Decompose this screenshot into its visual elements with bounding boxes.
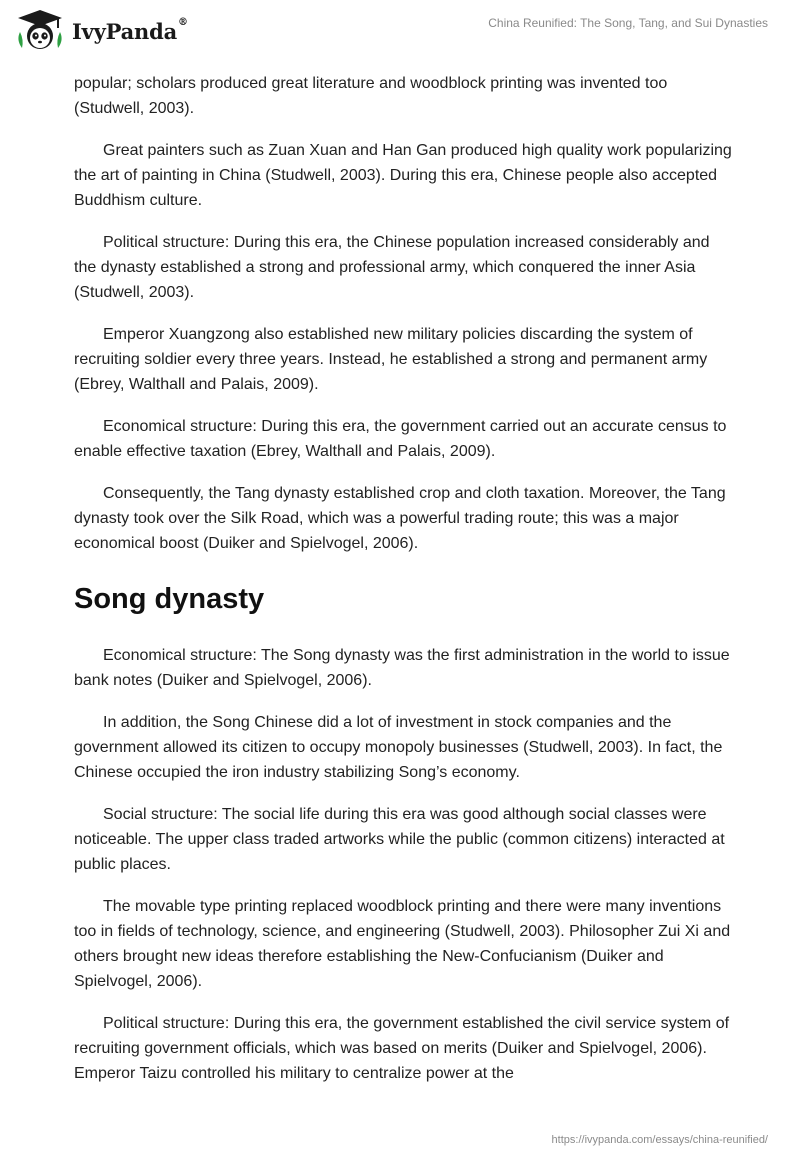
paragraph: popular; scholars produced great literature and woodblock printing was invented too (Studwell, 2003). [74,75,668,117]
paragraph: Emperor Xuangzong also established new military policies discarding the system of recruiting soldier every three years. Instead, he established a strong and permanent army (Ebrey, Walthall and Palais, 2009). [74,326,708,393]
section-heading-song-dynasty: Song dynasty [74,583,265,615]
paragraph: Political structure: During this era, the government established the civil service system of recruiting government officials, which was based on merits (Duiker and Spielvogel, 2006). Emperor Taizu controlled his military to centralize power at the [74,1015,730,1082]
paragraph: Economical structure: The Song dynasty was the first administration in the world to issue bank notes (Duiker and Spielvogel, 2006). [74,647,730,689]
paragraph: Social structure: The social life during this era was good although social classes were noticeable. The upper class traded artworks while the public (common citizens) interacted at public places. [74,806,725,873]
paragraph: Political structure: During this era, the Chinese population increased considerably and the dynasty established a strong and professional army, which conquered the inner Asia (Studwell, 2003). [74,234,710,301]
source-url-link[interactable]: https://ivypanda.com/essays/china-reunified/ [551,1134,768,1146]
panda-graduate-icon [14,8,66,54]
paragraph: Great painters such as Zuan Xuan and Han Gan produced high quality work popularizing the art of painting in China (Studwell, 2003). During this era, Chinese people also accepted Buddhism culture. [74,142,732,209]
essay-body [74,71,734,1103]
ivypanda-logo[interactable] [14,8,188,54]
logo-wordmark: IvyPanda® [72,16,188,44]
document-title: China Reunified: The Song, Tang, and Sui Dynasties [488,16,768,30]
paragraph: Consequently, the Tang dynasty established crop and cloth taxation. Moreover, the Tang dynasty took over the Silk Road, which was a powerful trading route; this was a major economical boost (Duiker and Spielvogel, 2006). [74,485,726,552]
paragraph: In addition, the Song Chinese did a lot of investment in stock companies and the government allowed its citizen to occupy monopoly businesses (Studwell, 2003). In fact, the Chinese occupied the iron industry stabilizing Song’s economy. [74,714,723,781]
paragraph: The movable type printing replaced woodblock printing and there were many inventions too in fields of technology, science, and engineering (Studwell, 2003). Philosopher Zui Xi and others brought new ideas therefore establishing the New-Confucianism (Duiker and Spielvogel, 2006). [74,898,731,990]
paragraph: Economical structure: During this era, the government carried out an accurate census to enable effective taxation (Ebrey, Walthall and Palais, 2009). [74,418,727,460]
page-header [0,0,800,70]
